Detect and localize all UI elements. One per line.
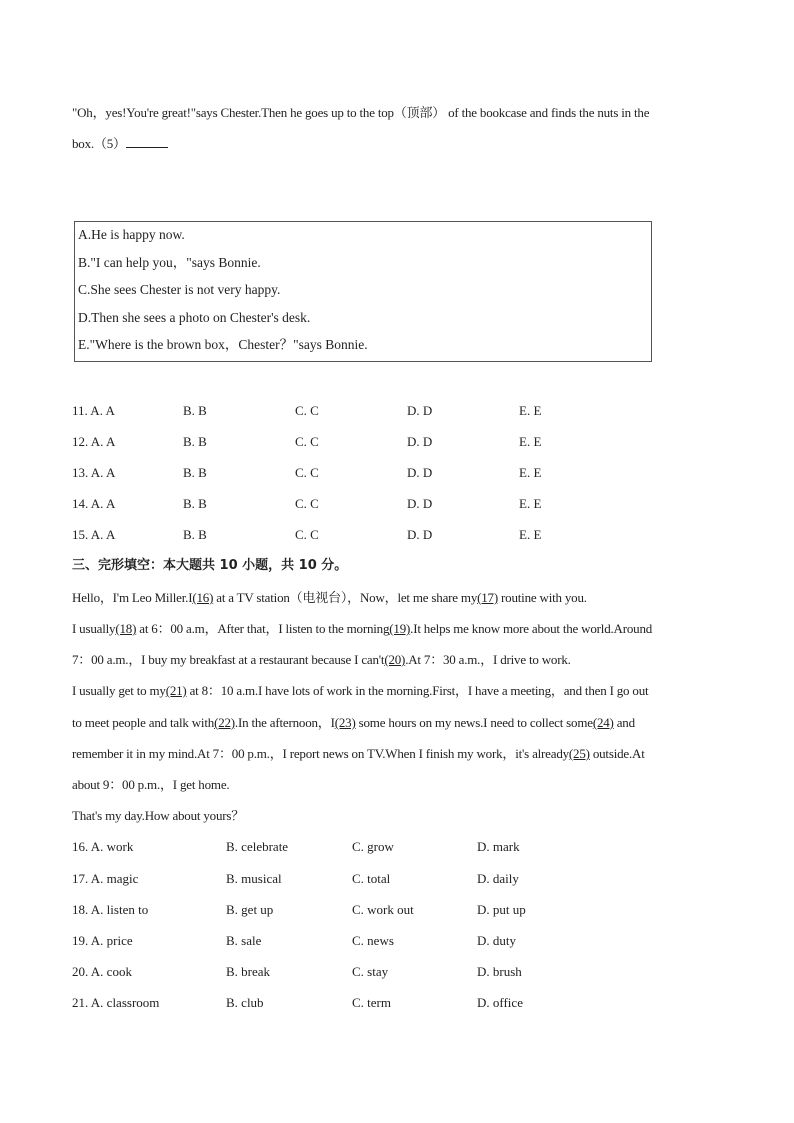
passage-text: outside.At	[589, 746, 645, 761]
blank-20[interactable]: (20)	[384, 652, 406, 667]
choice-e[interactable]: E. E	[519, 527, 542, 542]
passage-text: Hello，I'm Leo Miller.I	[72, 590, 193, 605]
blank-16[interactable]: (16)	[192, 590, 214, 605]
choice-b[interactable]: B. B	[183, 527, 207, 542]
passage-line-8: That's my day.How about yours？	[72, 808, 245, 823]
choice-a[interactable]: 15. A. A	[72, 527, 116, 542]
answer-blank-5[interactable]	[126, 135, 168, 148]
choice-d[interactable]: D. D	[407, 465, 433, 480]
choice-b[interactable]: B. B	[183, 465, 207, 480]
passage-text: .In the afternoon，I	[234, 715, 335, 730]
choice-a[interactable]: 16. A. work	[72, 839, 134, 854]
choice-b[interactable]: B. B	[183, 434, 207, 449]
choice-d[interactable]: D. D	[407, 527, 433, 542]
passage-text: I usually get to my	[72, 683, 166, 698]
passage-text: 7：00 a.m.，I buy my breakfast at a restaurant because I can't	[72, 652, 385, 667]
choice-a[interactable]: 21. A. classroom	[72, 995, 160, 1010]
choice-a[interactable]: 20. A. cook	[72, 964, 132, 979]
choice-b[interactable]: B. musical	[226, 871, 282, 886]
passage-line-5	[72, 707, 732, 738]
section-3-heading: 三、完形填空：本大题共 10 小题，共 10 分。	[72, 558, 348, 573]
passage-line-2	[72, 613, 732, 644]
passage-text: some hours on my news.I need to collect some	[355, 715, 593, 730]
choice-c[interactable]: C. term	[352, 995, 391, 1010]
choice-b[interactable]: B. celebrate	[226, 839, 289, 854]
choice-d[interactable]: D. mark	[477, 839, 520, 854]
choice-d[interactable]: D. put up	[477, 902, 526, 917]
blank-19[interactable]: (19)	[389, 621, 411, 636]
passage-text: at a TV station（电视台），Now，let me share my	[213, 590, 478, 605]
choice-d[interactable]: D. brush	[477, 964, 522, 979]
passage-text: routine with you.	[497, 590, 587, 605]
choice-a[interactable]: 13. A. A	[72, 465, 116, 480]
choice-e[interactable]: E. E	[519, 465, 542, 480]
options-box	[74, 221, 652, 362]
intro-line-2-text: box.（5）	[72, 136, 126, 151]
choice-c[interactable]: C. work out	[352, 902, 414, 917]
passage-line-4	[72, 675, 732, 706]
intro-line-2	[72, 128, 732, 159]
choice-c[interactable]: C. stay	[352, 964, 389, 979]
passage-text: at 8：10 a.m.I have lots of work in the morning.First，I have a meeting，and then I go out	[186, 683, 649, 698]
passage-line-3	[72, 644, 732, 675]
option-d: D.Then she sees a photo on Chester's desk.	[78, 309, 311, 325]
passage-text: to meet people and talk with	[72, 715, 215, 730]
blank-25[interactable]: (25)	[568, 746, 590, 761]
blank-21[interactable]: (21)	[165, 683, 187, 698]
passage-line-7: about 9：00 p.m.，I get home.	[72, 777, 230, 792]
choice-d[interactable]: D. daily	[477, 871, 519, 886]
choice-d[interactable]: D. D	[407, 403, 433, 418]
blank-22[interactable]: (22)	[214, 715, 235, 730]
choice-b[interactable]: B. club	[226, 995, 264, 1010]
option-e: E."Where is the brown box，Chester？"says Bonnie.	[78, 337, 368, 353]
passage-text: .At 7：30 a.m.，I drive to work.	[405, 652, 571, 667]
choice-c[interactable]: C. C	[295, 403, 319, 418]
passage-text: and	[613, 715, 635, 730]
blank-18[interactable]: (18)	[115, 621, 137, 636]
choice-e[interactable]: E. E	[519, 434, 542, 449]
choice-c[interactable]: C. C	[295, 496, 319, 511]
choice-a[interactable]: 17. A. magic	[72, 871, 139, 886]
passage-text: at 6：00 a.m，After that，I listen to the morning	[136, 621, 390, 636]
blank-24[interactable]: (24)	[592, 715, 614, 730]
passage-text: .It helps me know more about the world.Around	[410, 621, 653, 636]
passage-line-6	[72, 738, 732, 769]
choice-a[interactable]: 14. A. A	[72, 496, 116, 511]
choice-e[interactable]: E. E	[519, 403, 542, 418]
blank-23[interactable]: (23)	[334, 715, 356, 730]
choice-b[interactable]: B. B	[183, 403, 207, 418]
choice-c[interactable]: C. C	[295, 434, 319, 449]
choice-a[interactable]: 19. A. price	[72, 933, 133, 948]
choice-b[interactable]: B. break	[226, 964, 271, 979]
option-c: C.She sees Chester is not very happy.	[78, 282, 281, 298]
choice-d[interactable]: D. D	[407, 434, 433, 449]
choice-b[interactable]: B. B	[183, 496, 207, 511]
choice-c[interactable]: C. news	[352, 933, 394, 948]
choice-a[interactable]: 12. A. A	[72, 434, 116, 449]
passage-text: remember it in my mind.At 7：00 p.m.，I report news on TV.When I finish my work，it's already	[72, 746, 569, 761]
choice-d[interactable]: D. office	[477, 995, 523, 1010]
intro-line-1: "Oh，yes!You're great!"says Chester.Then he goes up to the top（顶部） of the bookcase and finds the nuts in the	[72, 105, 650, 120]
choice-b[interactable]: B. get up	[226, 902, 274, 917]
choice-a[interactable]: 11. A. A	[72, 403, 115, 418]
choice-c[interactable]: C. C	[295, 527, 319, 542]
choice-c[interactable]: C. C	[295, 465, 319, 480]
choice-d[interactable]: D. D	[407, 496, 433, 511]
choice-a[interactable]: 18. A. listen to	[72, 902, 149, 917]
choice-d[interactable]: D. duty	[477, 933, 516, 948]
choice-b[interactable]: B. sale	[226, 933, 262, 948]
choice-e[interactable]: E. E	[519, 496, 542, 511]
blank-17[interactable]: (17)	[477, 590, 498, 605]
choice-c[interactable]: C. grow	[352, 839, 394, 854]
passage-line-1	[72, 582, 732, 613]
passage-text: I usually	[72, 621, 116, 636]
option-b: B."I can help you，"says Bonnie.	[78, 254, 261, 270]
option-a: A.He is happy now.	[78, 227, 185, 242]
choice-c[interactable]: C. total	[352, 871, 391, 886]
